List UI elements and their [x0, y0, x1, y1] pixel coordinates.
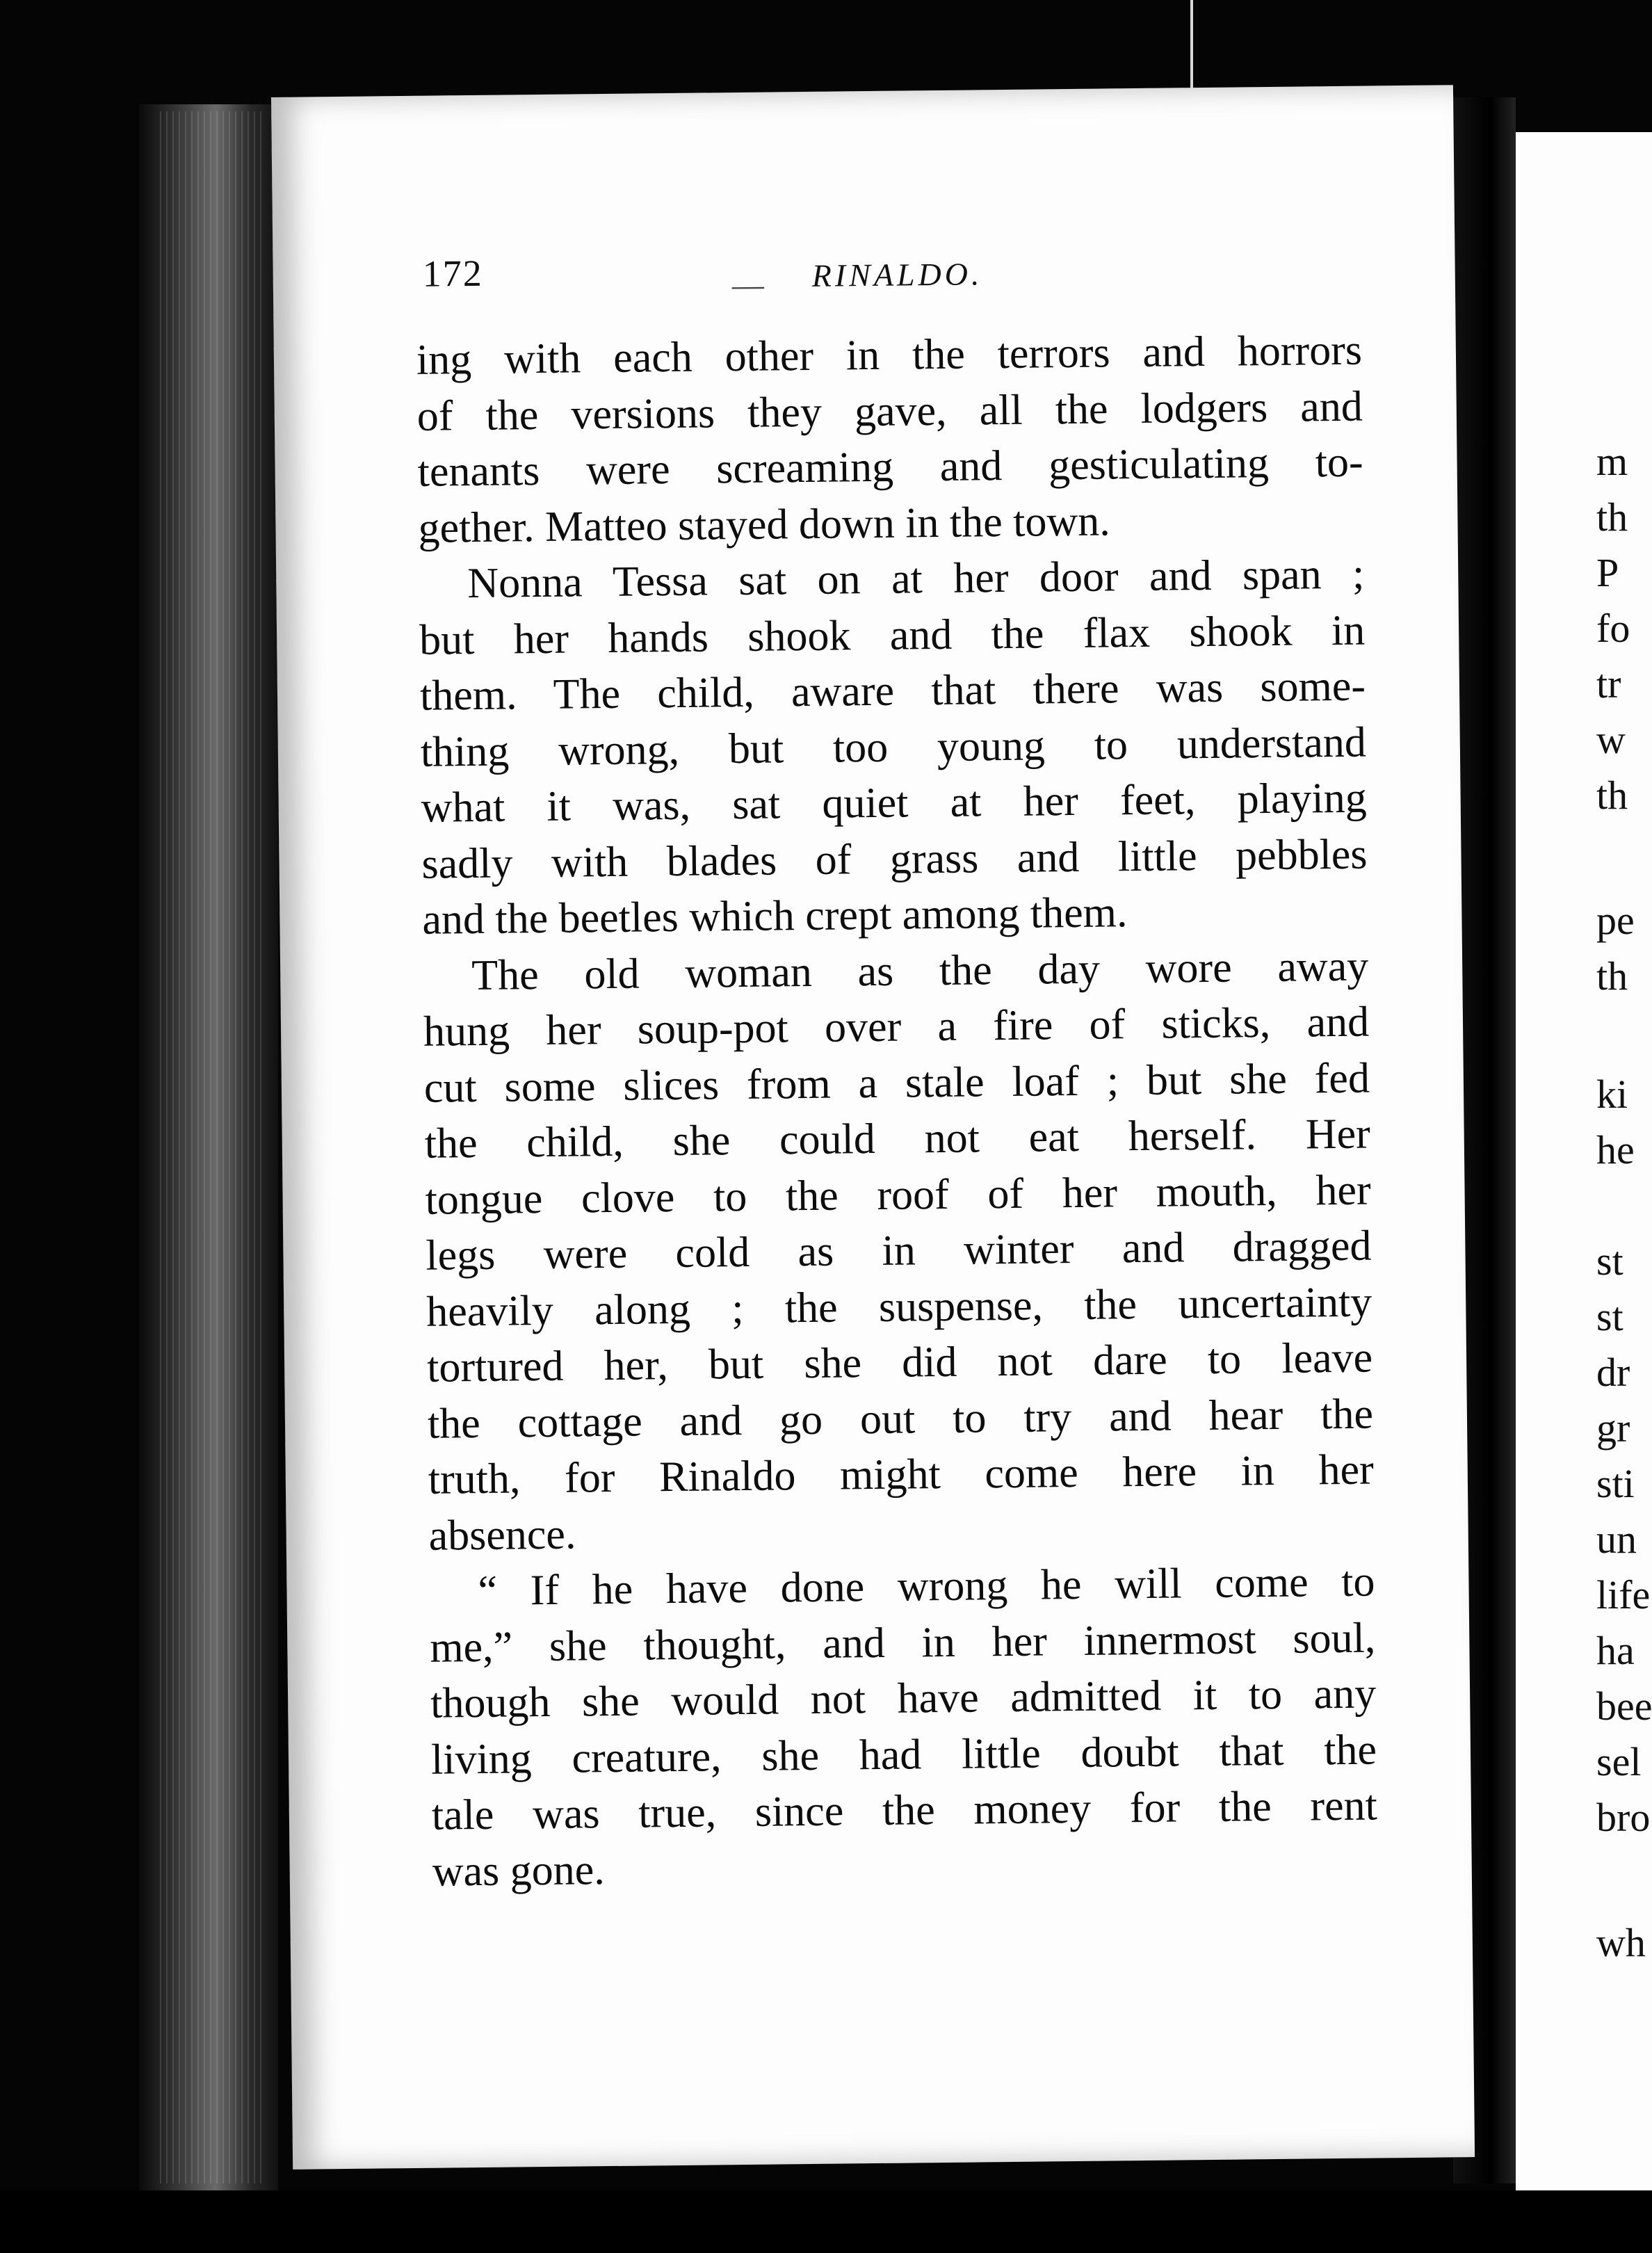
facing-page-fragment: wh — [1596, 1920, 1646, 1965]
facing-page-fragment: st — [1596, 1294, 1623, 1339]
header-dash: — — [731, 266, 765, 303]
text-line: me,” she thought, and in her innermost soul, — [430, 1613, 1376, 1672]
text-line: them. The child, aware that there was some- — [419, 662, 1366, 720]
running-head: RINALDO. — [811, 256, 983, 293]
text-line: ing with each other in the terrors and horrors — [416, 326, 1363, 384]
facing-page-fragment: bro — [1596, 1795, 1651, 1840]
facing-page-fragment: st — [1596, 1238, 1623, 1284]
body-text — [416, 323, 1379, 1900]
facing-page-fragment: m — [1596, 439, 1628, 484]
text-line: tongue clove to the roof of her mouth, her — [425, 1166, 1371, 1224]
text-line: the child, she could not eat herself. Her — [424, 1110, 1371, 1168]
text-line: absence. — [428, 1510, 576, 1560]
facing-page-fragment: P — [1596, 550, 1619, 595]
facing-page-fragment: ki — [1596, 1072, 1628, 1117]
facing-page-fragment: bee — [1596, 1683, 1652, 1729]
text-line: and the beetles which crept among them. — [422, 889, 1128, 944]
text-line: truth, for Rinaldo might come here in her — [428, 1446, 1375, 1503]
text-line: tenants were screaming and gesticulating to- — [417, 438, 1363, 496]
text-line: gether. Matteo stayed down in the town. — [418, 496, 1111, 552]
facing-page-fragment: life — [1596, 1572, 1651, 1617]
facing-page-fragment: tr — [1596, 661, 1621, 706]
facing-page-fragment: gr — [1596, 1405, 1630, 1451]
text-line: tortured her, but she did not dare to leave — [426, 1334, 1373, 1391]
text-line: cut some slices from a stale loaf ; but she fed — [423, 1054, 1370, 1112]
text-line: The old woman as the day wore away — [471, 942, 1369, 999]
facing-page-fragment: th — [1596, 773, 1628, 818]
facing-page-fragment: dr — [1596, 1350, 1630, 1395]
text-line: living creature, she had little doubt that the — [430, 1725, 1377, 1784]
text-line: legs were cold as in winter and dragged — [426, 1222, 1372, 1279]
facing-page-fragment: th — [1596, 494, 1628, 540]
text-line: tale was true, since the money for the rent — [431, 1782, 1378, 1839]
facing-page-fragment: w — [1596, 717, 1626, 762]
book-page — [271, 85, 1475, 2170]
text-line: heavily along ; the suspense, the uncertainty — [426, 1278, 1372, 1336]
text-line: Nonna Tessa sat on at her door and span ; — [467, 550, 1365, 608]
text-line: of the versions they gave, all the lodgers and — [416, 382, 1363, 440]
text-line: but her hands shook and the flax shook in — [419, 606, 1366, 664]
book-page-edges — [160, 111, 264, 2183]
text-line: sadly with blades of grass and little pebbles — [421, 830, 1368, 888]
facing-page-fragment: th — [1596, 953, 1628, 999]
facing-page-fragment: pe — [1596, 898, 1635, 943]
text-line: thing wrong, but too young to understand — [420, 718, 1367, 776]
scan-bottom-edge — [0, 2190, 1652, 2253]
text-line: the cottage and go out to try and hear the — [427, 1390, 1374, 1448]
facing-page-fragment: ha — [1596, 1628, 1635, 1673]
text-line: hung her soup-pot over a fire of sticks, and — [423, 998, 1370, 1056]
facing-page-fragment: un — [1596, 1517, 1637, 1562]
facing-page-fragment: sel — [1596, 1739, 1642, 1784]
facing-page-fragment: he — [1596, 1127, 1635, 1172]
page-number: 172 — [422, 252, 483, 295]
facing-page-fragment: fo — [1596, 606, 1630, 651]
text-line: though she would not have admitted it to any — [430, 1670, 1377, 1727]
text-line: “ If he have done wrong he will come to — [478, 1558, 1375, 1615]
text-line: was gone. — [432, 1846, 606, 1896]
text-line: what it was, sat quiet at her feet, playing — [421, 774, 1367, 832]
facing-page-fragment: sti — [1596, 1461, 1635, 1506]
